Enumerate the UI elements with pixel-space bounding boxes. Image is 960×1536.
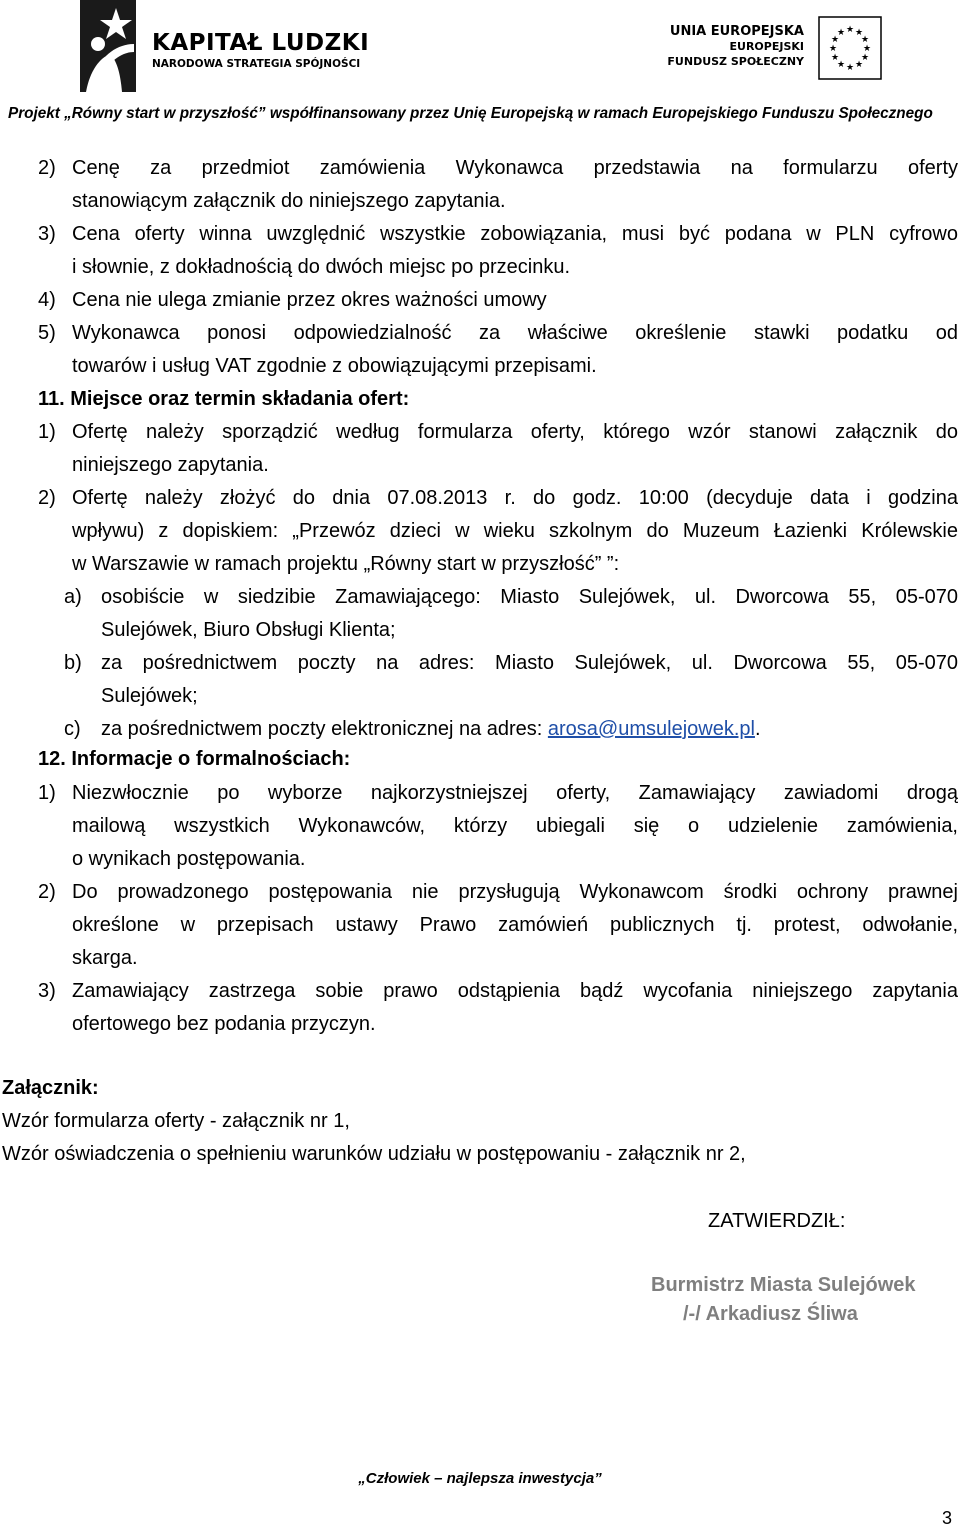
kapital-ludzki-title: KAPITAŁ LUDZKI [152,30,370,56]
list-item-text: o wynikach postępowania. [72,848,306,870]
sub-list-letter: b) [64,652,82,674]
attachment-item: Wzór oświadczenia o spełnieniu warunków udziału w postępowaniu - załącznik nr 2, [2,1143,746,1165]
section-heading: 12. Informacje o formalnościach: [38,748,351,770]
svg-text:★: ★ [836,60,846,70]
signatory-title: Burmistrz Miasta Sulejówek [651,1274,916,1296]
sub-list-letter: c) [64,718,81,740]
list-number: 1) [38,782,56,804]
footer-slogan: „Człowiek – najlepsza inwestycja” [358,1470,602,1487]
eu-logo-line1: UNIA EUROPEJSKA [669,24,804,39]
list-number: 3) [38,223,56,245]
sub-list-text: Sulejówek, Biuro Obsługi Klienta; [101,619,396,641]
sub-list-text: Sulejówek; [101,685,198,707]
list-number: 2) [38,881,56,903]
list-item-text: wpływu) z dopiskiem: „Przewóz dzieci w wieku szkolnym do Muzeum Łazienki Królewskie [72,520,958,542]
list-item-text: mailową wszystkich Wykonawców, którzy ubiegali się o udzielenie zamówienia, [72,815,958,837]
list-item-text: skarga. [72,947,138,969]
list-item-text: niniejszego zapytania. [72,454,269,476]
list-item-text: Cena oferty winna uwzględnić wszystkie zobowiązania, musi być podana w PLN cyfrowo [72,223,958,245]
svg-text:★: ★ [845,25,855,35]
list-item-text: w Warszawie w ramach projektu „Równy start w przyszłość” ”: [72,553,620,575]
svg-text:★: ★ [828,44,838,54]
list-number: 1) [38,421,56,443]
list-number: 5) [38,322,56,344]
svg-text:★: ★ [854,28,864,38]
list-number: 3) [38,980,56,1002]
eu-logo [656,16,882,80]
svg-text:★: ★ [836,28,846,38]
email-link[interactable]: arosa@umsulejowek.pl [547,718,755,740]
list-item-text: Cenę za przedmiot zamówienia Wykonawca przedstawia na formularzu oferty [72,157,958,179]
list-item-text: towarów i usług VAT zgodnie z obowiązującymi przepisami. [72,355,597,377]
sub-list-text: osobiście w siedzibie Zamawiającego: Miasto Sulejówek, ul. Dworcowa 55, 05-070 [101,586,958,608]
list-item-text: Do prowadzonego postępowania nie przysługują Wykonawcom środki ochrony prawnej [72,881,958,903]
list-item-text: Ofertę należy złożyć do dnia 07.08.2013 r. do godz. 10:00 (decyduje data i godzina [72,487,958,509]
list-item-text: Wykonawca ponosi odpowiedzialność za właściwe określenie stawki podatku od [72,322,958,344]
sub-list-text: za pośrednictwem poczty na adres: Miasto Sulejówek, ul. Dworcowa 55, 05-070 [101,652,958,674]
section-heading: 11. Miejsce oraz termin składania ofert: [38,388,410,410]
sub-list-text-end: . [754,718,761,740]
list-item-text: Niezwłocznie po wyborze najkorzystniejszej oferty, Zamawiający zawiadomi drogą [72,782,958,804]
list-item-text: określone w przepisach ustawy Prawo zamówień publicznych tj. protest, odwołanie, [72,914,958,936]
eu-flag-icon [818,16,882,80]
list-item-text: Ofertę należy sporządzić według formularza oferty, którego wzór stanowi załącznik do [72,421,958,443]
list-item-text: i słownie, z dokładnością do dwóch miejsc po przecinku. [72,256,571,278]
eu-logo-line3: FUNDUSZ SPOŁECZNY [667,55,804,68]
sub-list-text [101,715,761,743]
sub-list-letter: a) [64,586,82,608]
list-item-text: Cena nie ulega zmianie przez okres ważności umowy [72,289,547,311]
project-header-line: Projekt „Równy start w przyszłość” współfinansowany przez Unię Europejską w ramach Europejskiego Funduszu Społecznego [8,105,933,122]
kapital-ludzki-logo [76,0,370,96]
svg-text:★: ★ [830,35,840,45]
list-item-text: Zamawiający zastrzega sobie prawo odstąpienia bądź wycofania niniejszego zapytania [72,980,958,1002]
kapital-ludzki-subtitle: NARODOWA STRATEGIA SPÓJNOŚCI [152,58,361,70]
attachments-heading: Załącznik: [2,1077,99,1099]
kapital-ludzki-emblem-icon [76,0,140,92]
sub-list-text-prefix: za pośrednictwem poczty elektronicznej na adres: [101,718,548,740]
approval-label: ZATWIERDZIŁ: [708,1210,846,1232]
svg-text:★: ★ [862,44,872,54]
svg-text:★: ★ [860,35,870,45]
svg-text:★: ★ [845,63,855,73]
attachment-item: Wzór formularza oferty - załącznik nr 1, [2,1110,350,1132]
eu-logo-text [667,24,804,69]
list-item-text: stanowiącym załącznik do niniejszego zapytania. [72,190,506,212]
signatory-name: /-/ Arkadiusz Śliwa [683,1303,858,1325]
page-number: 3 [941,1508,952,1528]
list-number: 2) [38,487,56,509]
svg-text:★: ★ [854,60,864,70]
svg-text:★: ★ [860,53,870,63]
list-item-text: ofertowego bez podania przyczyn. [72,1013,376,1035]
eu-logo-line2: EUROPEJSKI [729,40,804,53]
svg-text:★: ★ [830,53,840,63]
list-number: 2) [38,157,56,179]
list-number: 4) [38,289,56,311]
